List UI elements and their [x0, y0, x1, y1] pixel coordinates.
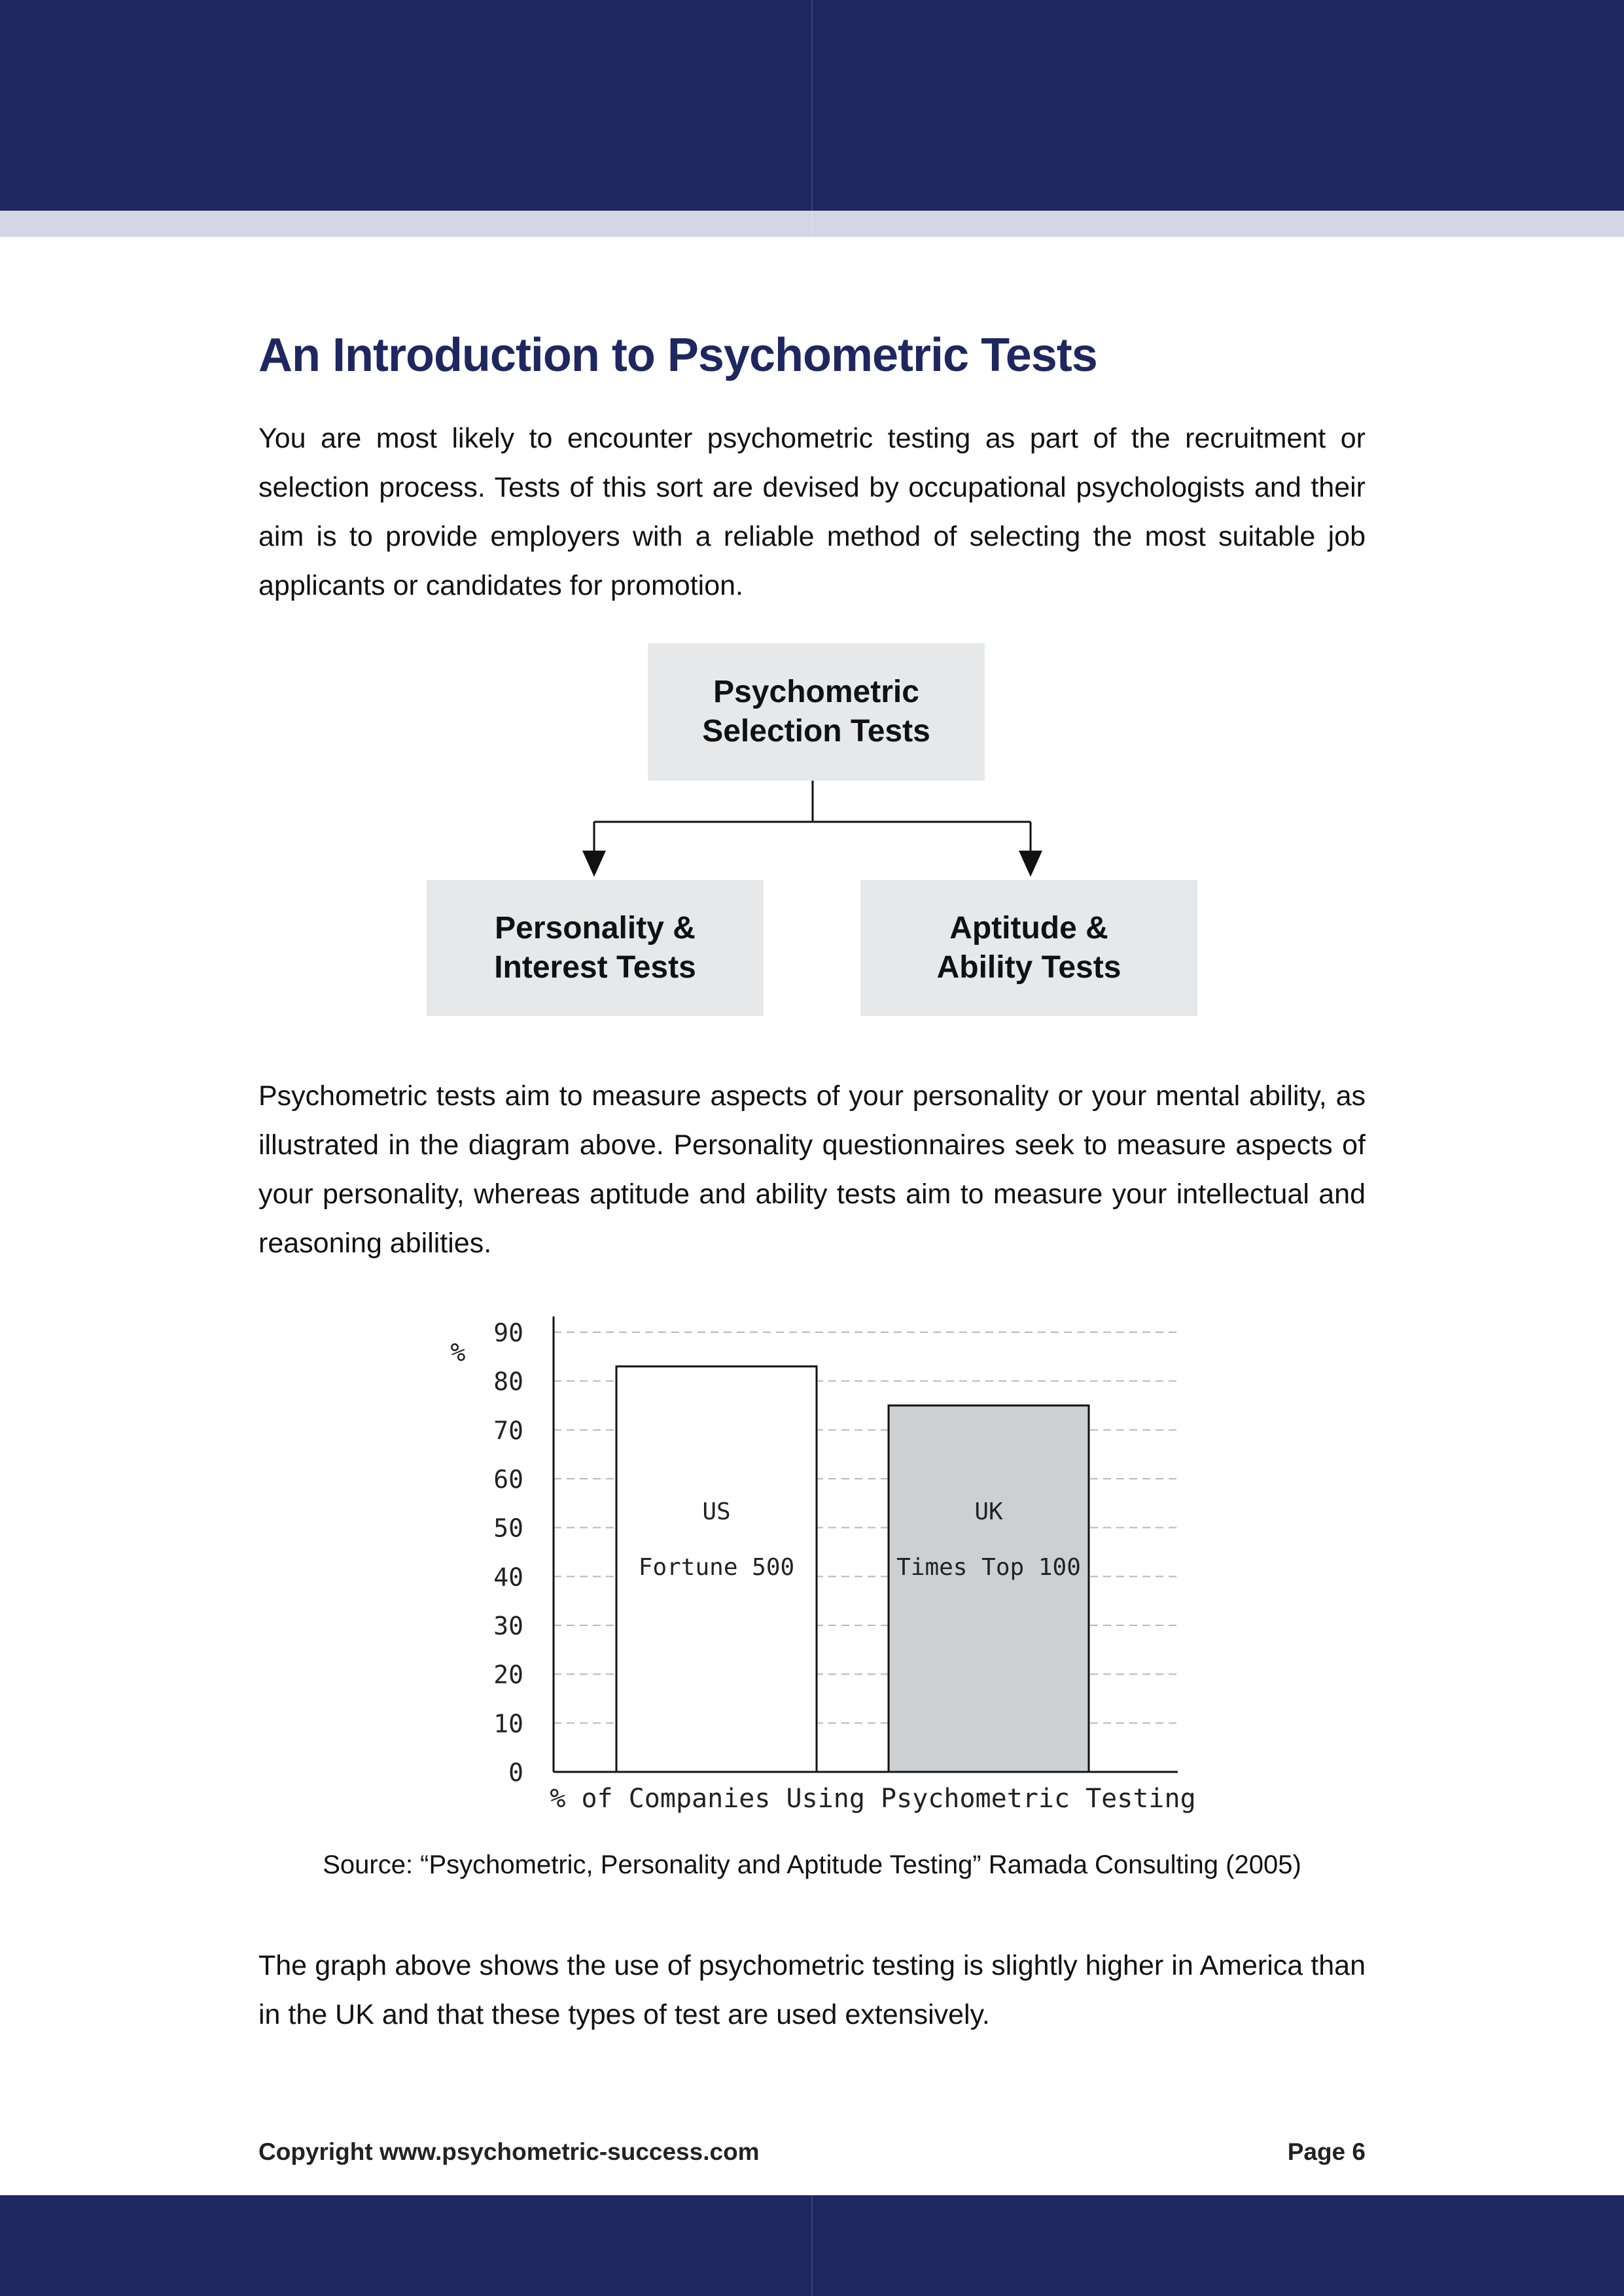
- diagram-box-aptitude: Aptitude & Ability Tests: [860, 880, 1197, 1016]
- chart-y-tick-label: 50: [493, 1513, 523, 1543]
- footer-copyright: Copyright www.psychometric-success.com: [258, 2138, 760, 2165]
- footer-band: [0, 2195, 1624, 2296]
- chart-bar-label: Times Top 100: [896, 1554, 1081, 1581]
- chart-y-tick-label: 90: [493, 1318, 523, 1347]
- chart-bar-label: UK: [974, 1498, 1003, 1525]
- diagram-box-personality: Personality & Interest Tests: [427, 880, 764, 1016]
- chart-bar-label: Fortune 500: [638, 1554, 795, 1581]
- chart-y-tick-label: 80: [493, 1367, 523, 1396]
- chart-source: Source: “Psychometric, Personality and Aptitude Testing” Ramada Consulting (2005): [323, 1850, 1301, 1879]
- chart-y-tick-label: 60: [493, 1465, 523, 1494]
- footer-divider: [811, 2195, 813, 2296]
- chart-y-tick-label: 30: [493, 1612, 523, 1640]
- chart-y-tick-label: 70: [493, 1416, 523, 1445]
- chart-y-tick-label: 0: [508, 1758, 523, 1787]
- chart-y-axis-label: %: [450, 1338, 466, 1367]
- footer-page-number: Page 6: [1287, 2138, 1366, 2165]
- chart-y-tick-label: 20: [493, 1660, 523, 1689]
- chart-y-tick-label: 10: [493, 1709, 523, 1739]
- body-paragraph: Psychometric tests aim to measure aspects of your personality or your mental ability, as illustrated in the diagram above. Personality questionnaires seek to measure aspects of your personality, whereas aptitude and ability tests aim to measure your intellectual and reasoning abilities.: [258, 1080, 1366, 1259]
- intro-paragraph: You are most likely to encounter psychometric testing as part of the recruitment or selection process. Tests of this sort are devised by occupational psychologists and their aim is to provide employers with a reliable method of selecting the most suitable job applicants or candidates for promotion.: [258, 423, 1366, 601]
- conclusion-paragraph: The graph above shows the use of psychometric testing is slightly higher in America than in the UK and that these types of test are used extensively.: [258, 1950, 1366, 2030]
- chart-bar-label: US: [702, 1498, 731, 1525]
- page-title: An Introduction to Psychometric Tests: [258, 329, 1097, 381]
- chart-y-tick-label: 40: [493, 1563, 523, 1592]
- diagram-box-root: Psychometric Selection Tests: [648, 643, 985, 781]
- chart-bar: [889, 1405, 1089, 1772]
- chart-x-axis-label: % of Companies Using Psychometric Testing: [550, 1784, 1196, 1814]
